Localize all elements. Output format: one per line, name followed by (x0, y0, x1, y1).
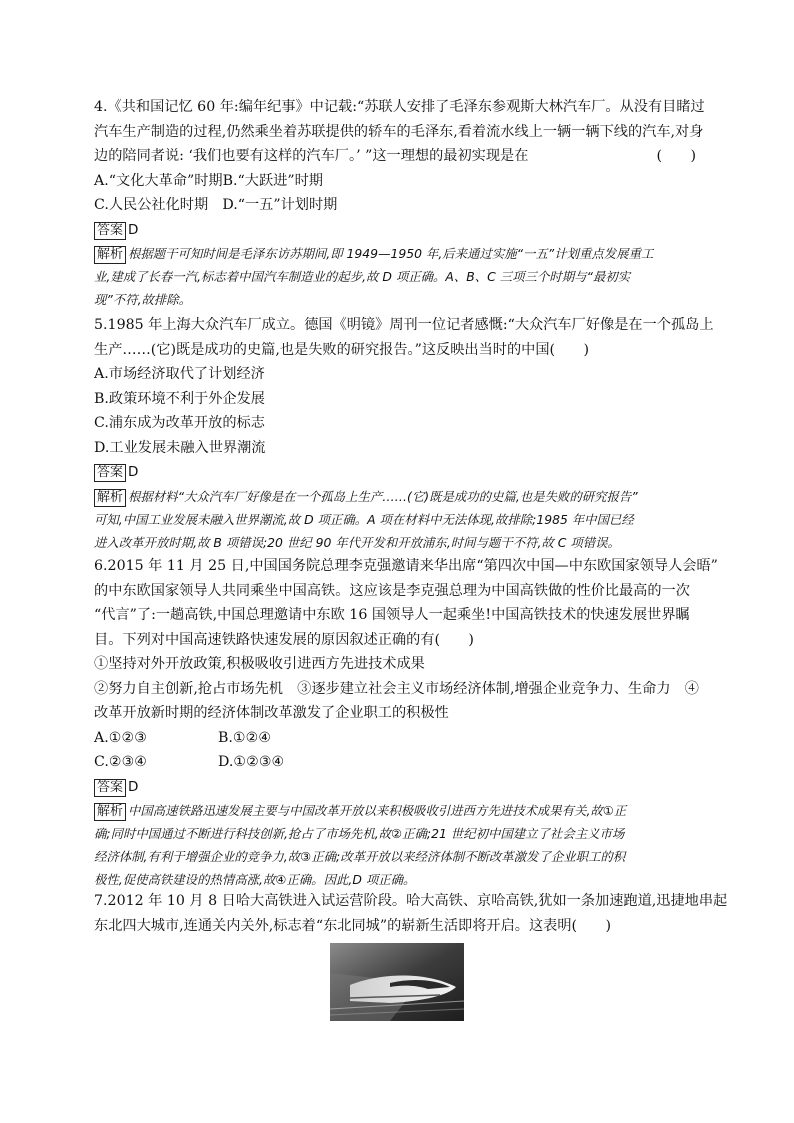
explanation-tag: 解析 (94, 803, 126, 821)
q6-stem-line-3: “代言”了:一趟高铁,中国总理邀请中东欧 16 国领导人一起乘坐!中国高铁技术的快速发展世界瞩 (94, 607, 690, 623)
q5-exp-line-2: 可知,中国工业发展未融入世界潮流,故 D 项正确。A 项在材料中无法体现,故排除;1985 年中国已经 (94, 511, 634, 527)
explanation-tag: 解析 (94, 489, 126, 507)
q6-item-2: ②努力自主创新,抢占市场先机 ③逐步建立社会主义市场经济体制,增强企业竞争力、生命力 ④ (94, 680, 699, 697)
q4-answer (94, 218, 704, 243)
q4-explanation (94, 242, 704, 311)
q5-option-d: D.工业发展未融入世界潮流 (94, 439, 266, 456)
q4-stem-line-1: 4.《共和国记忆 60 年:编年纪事》中记载:“苏联人安排了毛泽东参观斯大林汽车厂。从没有目睹过 (94, 99, 705, 115)
question-7 (94, 889, 728, 938)
high-speed-train-image (330, 943, 464, 1021)
q5-option-c: C.浦东成为改革开放的标志 (94, 415, 265, 431)
answer-tag: 答案 (94, 464, 126, 482)
question-5 (94, 313, 714, 554)
q6-exp-line-3: 经济体制,有利于增强企业的竞争力,故③正确;改革开放以来经济体制不断改革激发了企业职工的积 (94, 849, 626, 864)
q5-stem-line-1: 5.1985 年上海大众汽车厂成立。德国《明镜》周刊一位记者感慨:“大众汽车厂好像是在一个孤岛上 (94, 317, 714, 333)
answer-tag: 答案 (94, 222, 126, 240)
q6-item-3: 改革开放新时期的经济体制改革激发了企业职工的积极性 (94, 705, 449, 721)
explanation-tag: 解析 (94, 246, 126, 264)
q5-option-a: A.市场经济取代了计划经济 (94, 366, 265, 382)
answer-value: D (128, 778, 139, 795)
q5-exp-line-1: 根据材料“大众汽车厂好像是在一个孤岛上生产……(它)既是成功的史篇,也是失败的研究报告” (128, 488, 638, 504)
q6-option-a: A.①②③ (94, 729, 147, 746)
q5-explanation (94, 485, 704, 554)
q6-exp-line-2: 确;同时中国通过不断进行科技创新,抢占了市场先机,故②正确;21 世纪初中国建立了社会主义市场 (94, 826, 625, 841)
q6-answer (94, 775, 704, 800)
q7-stem-line-2: 东北四大城市,连通关内关外,标志着“东北同城”的崭新生活即将开启。这表明( ) (94, 917, 611, 934)
q6-explanation (94, 799, 704, 891)
answer-tag: 答案 (94, 779, 126, 797)
q6-exp-line-1: 中国高速铁路迅速发展主要与中国改革开放以来积极吸收引进西方先进技术成果有关,故①正 (128, 803, 627, 818)
q6-item-1: ①坚持对外开放政策,积极吸收引进西方先进技术成果 (94, 656, 425, 672)
q6-stem-line-4: 目。下列对中国高速铁路快速发展的原因叙述正确的有( ) (94, 631, 474, 648)
q6-stem-line-1: 6.2015 年 11 月 25 日,中国国务院总理李克强邀请来华出席“第四次中国—中东欧国家领导人会晤” (94, 558, 718, 574)
q5-answer (94, 460, 704, 485)
question-4 (94, 95, 704, 311)
q5-option-b: B.政策环境不利于外企发展 (94, 390, 265, 407)
q4-stem-line-3 (94, 144, 704, 169)
answer-value: D (128, 221, 139, 238)
question-6 (94, 554, 718, 891)
q5-stem-line-2: 生产……(它)既是成功的史篇,也是失败的研究报告。”这反映出当时的中国( ) (94, 341, 589, 358)
q4-exp-line-2: 业,建成了长春一汽,标志着中国汽车制造业的起步,故 D 项正确。A、B、C 三项三个时期与“最初实 (94, 269, 631, 284)
q6-options-cd (94, 750, 704, 775)
q4-stem-line-2: 汽车生产制造的过程,仍然乘坐着苏联提供的轿车的毛泽东,看着流水线上一辆一辆下线的汽车,对身 (94, 123, 704, 140)
q6-exp-line-4: 极性,促使高铁建设的热情高涨,故④正确。因此,D 项正确。 (94, 872, 416, 887)
q6-options-ab (94, 726, 704, 751)
q4-options-cd: C.人民公社化时期 D.“一五”计划时期 (94, 197, 338, 213)
answer-value: D (128, 464, 139, 480)
q4-exp-line-1: 根据题干可知时间是毛泽东访苏期间,即 1949—1950 年,后来通过实施“一五”计划重点发展重工 (128, 246, 654, 261)
q6-option-b: B.①②④ (218, 729, 272, 746)
q4-exp-line-3: 现”不符,故排除。 (94, 292, 192, 307)
q4-options-ab: A.“文化大革命”时期B.“大跃进”时期 (94, 172, 323, 189)
q6-stem-line-2: 的中东欧国家领导人共同乘坐中国高铁。这应该是李克强总理为中国高铁做的性价比最高的一次 (94, 582, 690, 599)
q4-answer-paren: ( ) (656, 148, 696, 164)
q6-option-d: D.①②③④ (218, 754, 285, 770)
q6-option-c: C.②③④ (94, 754, 148, 770)
q5-exp-line-3: 进入改革开放时期,故 B 项错误;20 世纪 90 年代开发和开放浦东,时间与题干不符,故 C 项错误。 (94, 534, 620, 550)
q4-stem-text: 边的陪同者说: ‘我们也要有这样的汽车厂。’ ”这一理想的最初实现是在 (94, 148, 529, 164)
q7-stem-line-1: 7.2012 年 10 月 8 日哈大高铁进入试运营阶段。哈大高铁、京哈高铁,犹如一条加速跑道,迅捷地串起 (94, 893, 728, 909)
train-illustration (330, 943, 464, 1021)
